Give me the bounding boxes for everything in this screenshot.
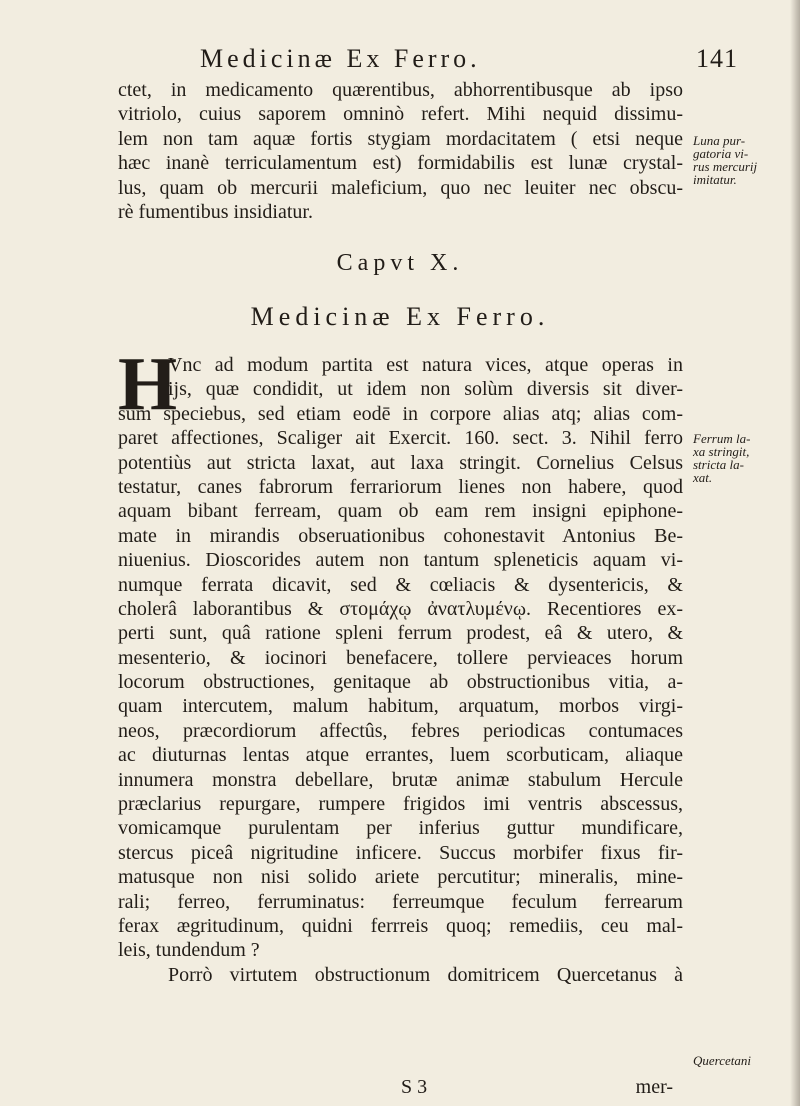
text-line: cholerâ laborantibus & στομάχῳ ἀνατλυμένῳ. Recentiores ex-: [118, 597, 683, 620]
text-line: præclarius repurgare, rumpere frigidos imi ventris abscessus,: [118, 793, 683, 816]
text-line: perti sunt, quâ ratione spleni ferrum prodest, eâ & utero, &: [118, 622, 683, 645]
text-line: mesenterio, & iocinori benefacere, tollere pervieaces horum: [118, 646, 683, 669]
text-line: hæc inanè terriculamentum est) formidabilis est lunæ crystal-: [118, 152, 683, 175]
marginal-note: xat.: [693, 470, 713, 485]
text-line: sum speciebus, sed etiam eodē in corpore alias atq; alias com-: [118, 402, 683, 425]
text-line: numque ferrata dicavit, sed & cœliacis & dysentericis, &: [118, 573, 683, 596]
running-head-title: Medicinæ Ex Ferro.: [200, 44, 481, 73]
running-head: [200, 44, 760, 78]
text-line: mate in mirandis obseruationibus cohonestavit Antonius Be-: [118, 524, 683, 547]
marginal-note: Luna pur-: [693, 133, 746, 148]
text-line: ijs, quæ condidit, ut idem non solùm diversis sit diver-: [168, 378, 683, 401]
marginal-note: Ferrum la-: [693, 431, 751, 446]
text-line: vitriolo, cuius saporem omninò refert. Mihi nequid dissimu-: [118, 103, 683, 126]
text-line: aquam bibant ferream, quam ob eam rem insigni epiphone-: [118, 500, 683, 523]
text-line: Vnc ad modum partita est natura vices, atque operas in: [168, 354, 683, 376]
chapter-heading: Capvt X.: [336, 250, 464, 276]
continuation-paragraph: [118, 78, 683, 224]
text-line: stercus piceâ nigritudine inficere. Succus morbifer fixus fir-: [118, 841, 683, 864]
text-line: vomicamque purulentam per inferius guttur mundificare,: [118, 817, 683, 840]
marginal-note: xa stringit,: [693, 444, 750, 459]
section-heading: Medicinæ Ex Ferro.: [250, 302, 550, 331]
text-line: testatur, canes fabrorum ferrariorum lienes non habere, quod: [118, 475, 683, 498]
page-number: 141: [696, 44, 738, 73]
text-line: rè fumentibus insidiatur.: [118, 200, 313, 223]
text-line: paret affectiones, Scaliger ait Exercit. 160. sect. 3. Nihil ferro: [118, 427, 683, 450]
text-line: leis, tundendum ?: [118, 939, 260, 962]
text-line: Porrò virtutem obstructionum domitricem Quercetanus à: [168, 963, 683, 986]
marginal-note: gatoria vi-: [693, 146, 749, 161]
text-line: lem non tam aquæ fortis stygiam mordacitatem ( etsi neque: [118, 127, 683, 150]
marginal-note: rus mercurij: [693, 159, 758, 174]
drop-cap: H: [118, 342, 178, 426]
text-line: ctet, in medicamento quærentibus, abhorrentibusque ab ipso: [118, 79, 683, 101]
marginal-note: stricta la-: [693, 457, 744, 472]
page-footer: [118, 1075, 683, 1101]
main-paragraph: [118, 342, 683, 987]
text-line: lus, quam ob mercurii maleficium, quo nec leuiter nec obscu-: [118, 176, 683, 199]
text-line: matusque non nisi solido ariete percutitur; mineralis, mine-: [118, 866, 683, 889]
text-line: ac diuturnas lentas atque errantes, luem scorbuticam, aliaque: [118, 744, 683, 767]
marginal-note: imitatur.: [693, 172, 737, 187]
text-line: potentiùs aut stricta laxat, aut laxa stringit. Cornelius Celsus: [118, 451, 683, 474]
catchword: mer-: [635, 1076, 673, 1098]
text-line: niuenius. Dioscorides autem non tantum spleneticis aquam vi-: [118, 549, 683, 572]
page-edge-shadow: [790, 0, 800, 1106]
marginal-note: Quercetani: [693, 1053, 751, 1068]
signature-mark: S 3: [401, 1076, 428, 1098]
text-line: quam intercutem, malum habitum, arquatum, morbos virgi-: [118, 695, 683, 718]
text-line: locorum obstructiones, genitaque ab obstructionibus vitia, a-: [118, 671, 683, 694]
text-line: neos, præcordiorum affectûs, febres periodicas contumaces: [118, 719, 683, 742]
text-line: rali; ferreo, ferruminatus: ferreumque feculum ferrearum: [118, 890, 683, 913]
text-line: ferax ægritudinum, quidni ferrreis quoq; remediis, ceu mal-: [118, 914, 683, 937]
text-line: innumera monstra debellare, brutæ animæ stabulum Hercule: [118, 768, 683, 791]
